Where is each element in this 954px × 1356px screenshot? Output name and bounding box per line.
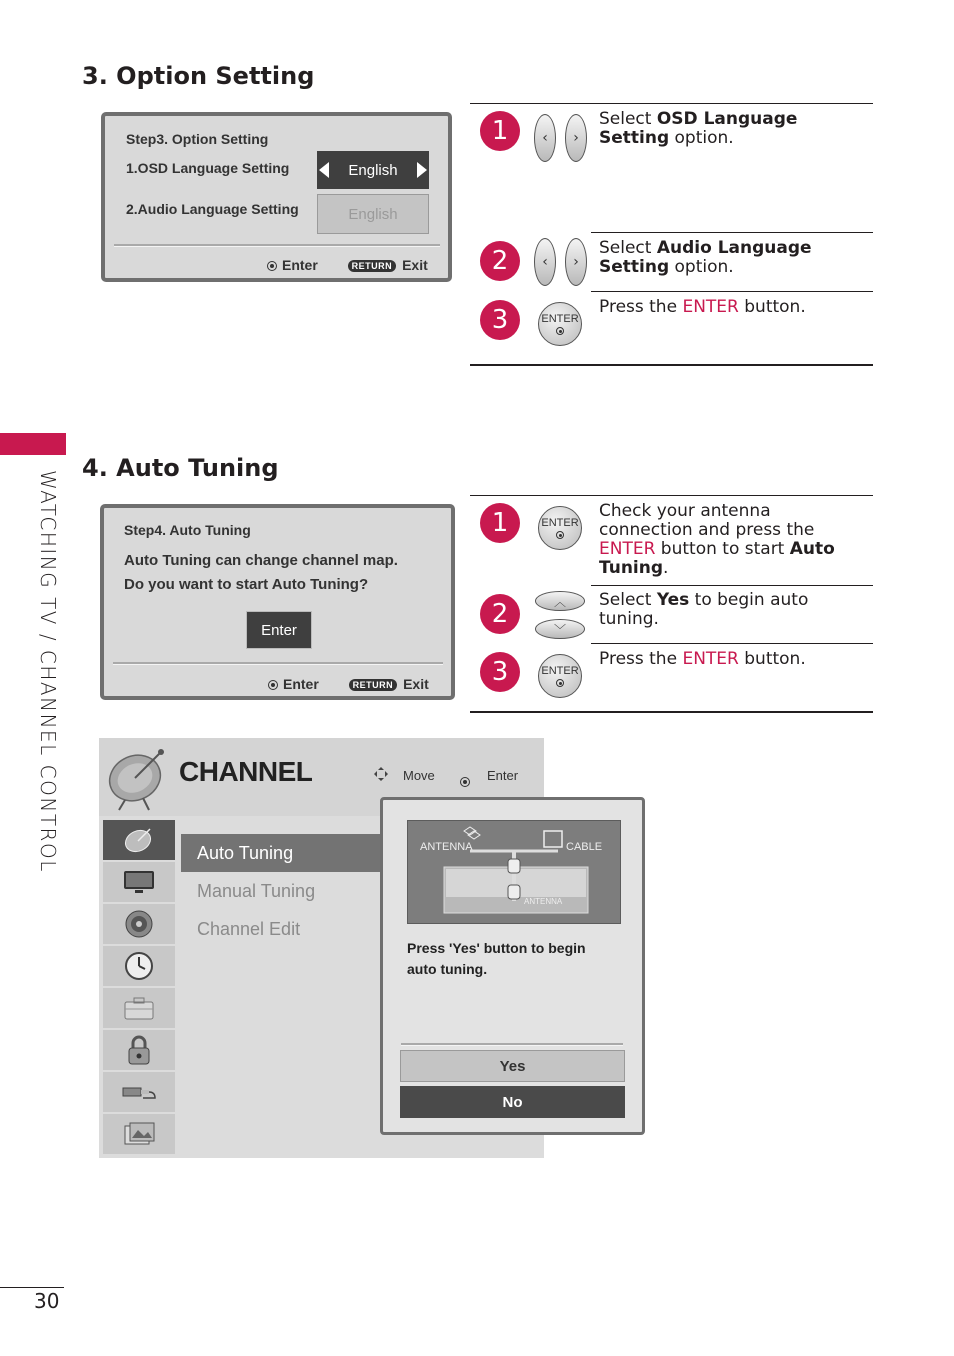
step-text: Select Yes to begin auto tuning. <box>599 590 809 629</box>
antenna-connection-icon <box>408 821 620 923</box>
section-title-auto-tuning: 4. Auto Tuning <box>82 454 279 482</box>
step-badge: 1 <box>480 111 520 151</box>
osd-footer <box>268 676 429 692</box>
page-number: 30 <box>34 1289 60 1313</box>
osd-language-selector[interactable] <box>317 151 429 189</box>
exit-label: Exit <box>402 257 428 273</box>
tv-icon[interactable] <box>103 862 175 902</box>
osd-heading: Step3. Option Setting <box>126 131 269 147</box>
enter-label: Enter <box>283 676 319 692</box>
side-label: WATCHING TV / CHANNEL CONTROL <box>36 470 60 873</box>
toolbox-icon[interactable] <box>103 988 175 1028</box>
osd-auto-tuning <box>100 504 455 700</box>
osd-row1-label: 1.OSD Language Setting <box>126 160 290 176</box>
enter-icon <box>267 261 277 271</box>
step-text: Select Audio Language Setting option. <box>599 238 812 277</box>
menu-item-channel-edit[interactable]: Channel Edit <box>197 918 301 939</box>
osd-heading: Step4. Auto Tuning <box>124 522 251 538</box>
rule <box>470 495 873 496</box>
move-arrows-icon <box>373 766 389 782</box>
step-text: Press the ENTER button. <box>599 649 806 669</box>
rule <box>470 711 873 713</box>
satellite-icon[interactable] <box>103 820 175 860</box>
channel-title: CHANNEL <box>179 756 313 787</box>
popup-message: Press 'Yes' button to begin auto tuning. <box>407 940 586 977</box>
enter-button-icon: ENTER <box>538 302 582 346</box>
osd-line: Do you want to start Auto Tuning? <box>124 576 369 593</box>
step-badge: 2 <box>480 594 520 634</box>
rule <box>470 364 873 366</box>
left-button-icon: ‹ <box>534 238 556 286</box>
picture-icon[interactable] <box>103 1114 175 1154</box>
enter-button-icon: ENTER <box>538 654 582 698</box>
rule <box>591 232 873 233</box>
yes-button[interactable]: Yes <box>400 1050 625 1082</box>
lock-icon[interactable] <box>103 1030 175 1070</box>
enter-button-icon: ENTER <box>538 506 582 550</box>
page-rule <box>0 1287 64 1288</box>
exit-label: Exit <box>403 676 429 692</box>
move-label: Move <box>403 768 435 783</box>
osd-divider <box>113 662 443 665</box>
side-tab <box>0 433 66 455</box>
osd-line: Auto Tuning can change channel map. <box>124 552 398 569</box>
enter-label: Enter <box>282 257 318 273</box>
up-button-icon: ︿ <box>535 591 585 611</box>
arrow-right-icon[interactable] <box>417 162 427 178</box>
tv-antenna-label: ANTENNA <box>524 897 563 906</box>
step-badge: 3 <box>480 652 520 692</box>
no-button[interactable]: No <box>400 1086 625 1118</box>
antenna-diagram <box>407 820 621 924</box>
return-badge: RETURN <box>348 260 397 272</box>
step-badge: 1 <box>480 503 520 543</box>
enter-icon <box>460 777 470 787</box>
enter-label: Enter <box>487 768 519 783</box>
enter-icon <box>268 680 278 690</box>
osd-language-value: English <box>348 161 398 179</box>
menu-item-auto-tuning[interactable]: Auto Tuning <box>181 834 381 872</box>
menu-icon-column <box>103 820 175 1156</box>
step-badge: 2 <box>480 241 520 281</box>
popup-divider <box>401 1043 623 1046</box>
enter-button[interactable]: Enter <box>246 611 312 649</box>
step-text: Press the ENTER button. <box>599 297 806 317</box>
step-text: Check your antenna connection and press the ENTER button to start Auto Tuning. <box>599 501 835 578</box>
menu-item-manual-tuning[interactable]: Manual Tuning <box>197 880 316 901</box>
right-button-icon: › <box>565 114 587 162</box>
right-button-icon: › <box>565 238 587 286</box>
rule <box>591 291 873 292</box>
section-title-option-setting: 3. Option Setting <box>82 62 315 90</box>
clock-icon[interactable] <box>103 946 175 986</box>
rule <box>591 643 873 644</box>
audio-language-selector[interactable] <box>317 194 429 234</box>
auto-tuning-popup <box>380 797 645 1135</box>
osd-divider <box>114 244 440 247</box>
down-button-icon: ﹀ <box>535 619 585 639</box>
audio-language-value: English <box>348 205 398 223</box>
arrow-left-icon[interactable] <box>319 162 329 178</box>
return-badge: RETURN <box>349 679 398 691</box>
rule <box>591 585 873 586</box>
speaker-icon[interactable] <box>103 904 175 944</box>
satellite-dish-icon <box>103 742 173 812</box>
osd-row2-label: 2.Audio Language Setting <box>126 201 299 217</box>
step-badge: 3 <box>480 300 520 340</box>
osd-option-setting <box>101 112 452 282</box>
osd-footer <box>267 257 428 273</box>
step-text: Select OSD Language Setting option. <box>599 109 798 148</box>
rule <box>470 103 873 104</box>
input-icon[interactable] <box>103 1072 175 1112</box>
left-button-icon: ‹ <box>534 114 556 162</box>
cable-label: CABLE <box>566 841 603 853</box>
antenna-label: ANTENNA <box>420 841 473 853</box>
